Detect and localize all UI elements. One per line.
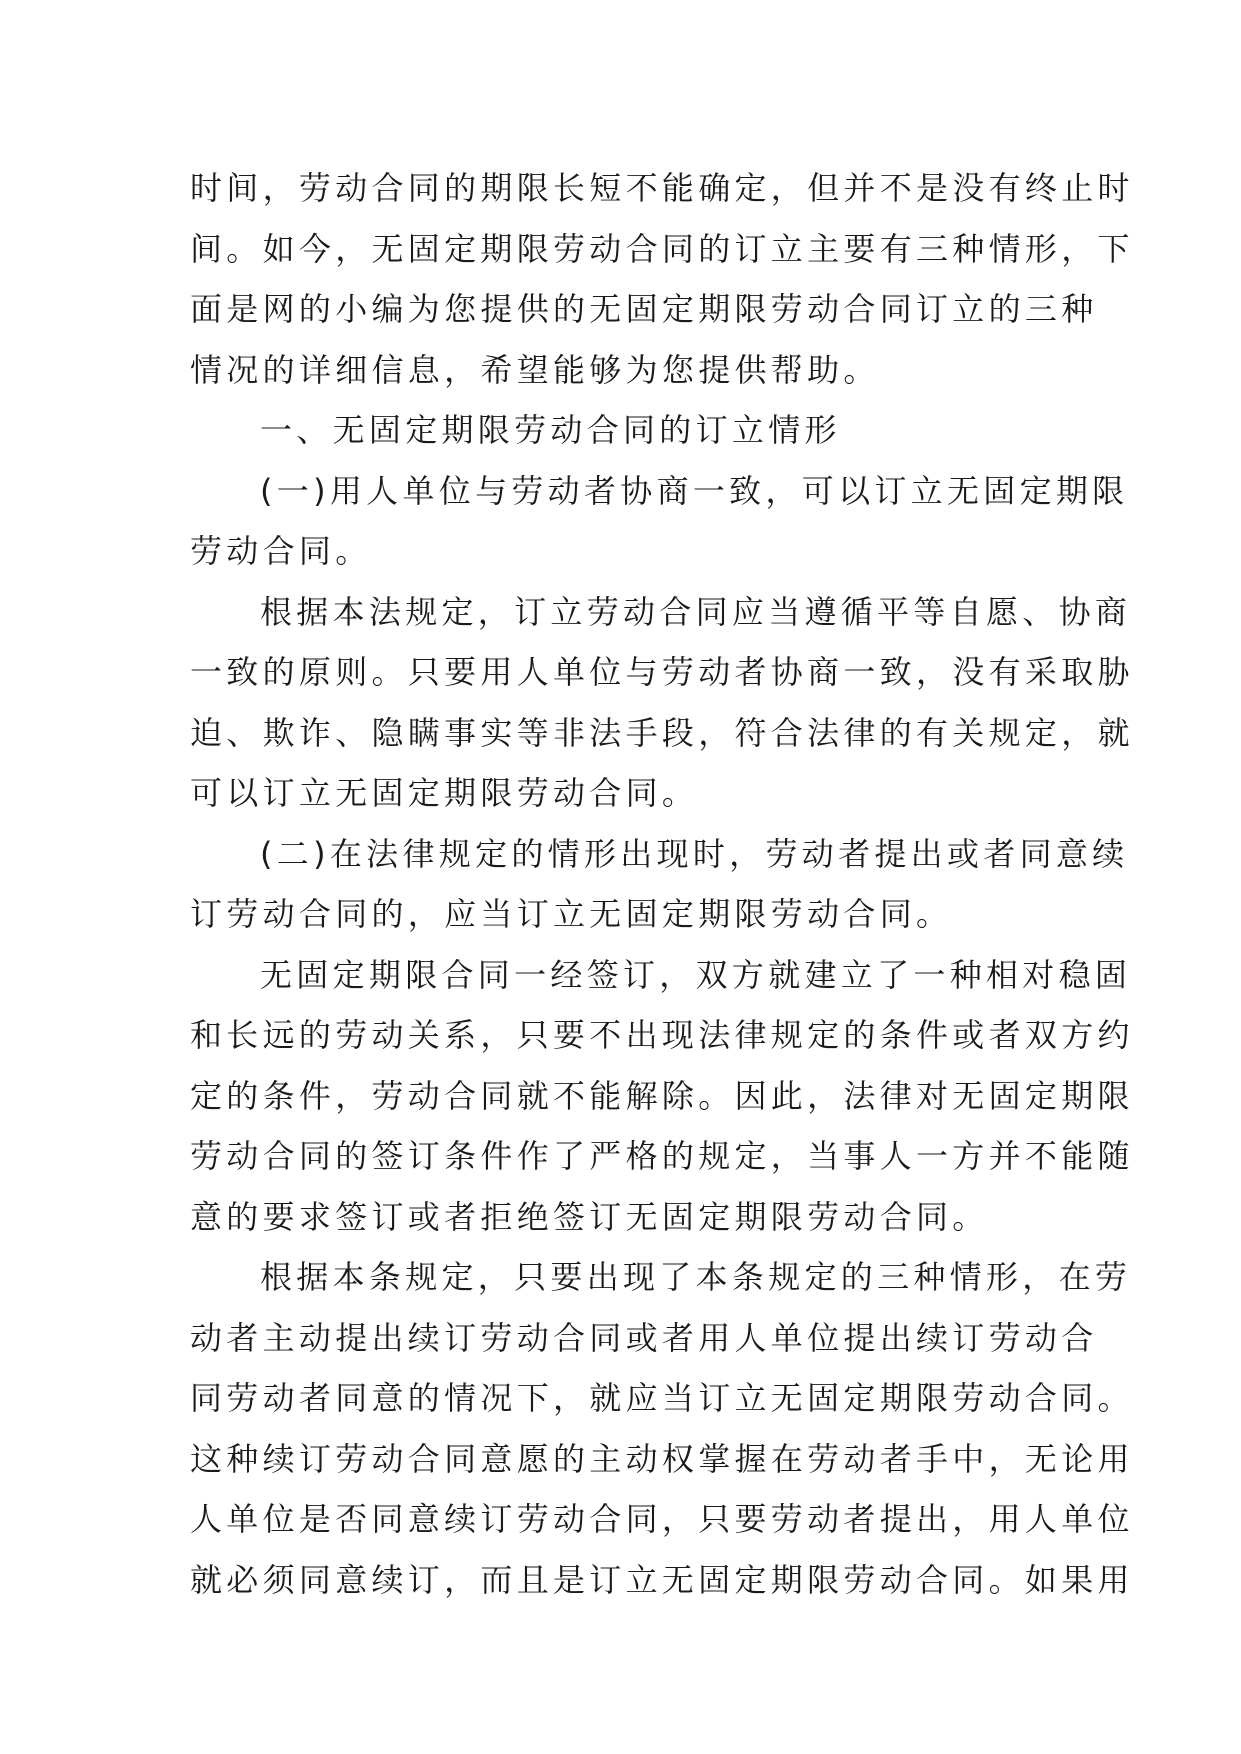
text-line: 意的要求签订或者拒绝签订无固定期限劳动合同。 [190, 1197, 989, 1236]
text-line: 面是网的小编为您提供的无固定期限劳动合同订立的三种 [190, 290, 1098, 328]
text-line: 劳动合同。 [190, 532, 372, 570]
text-line: 间。如今，无固定期限劳动合同的订立主要有三种情形，下 [190, 229, 1134, 268]
text-line: 定的条件，劳动合同就不能解除。因此，法律对无固定期限 [190, 1076, 1134, 1115]
text-line: 可以订立无固定期限劳动合同。 [190, 774, 699, 812]
text-line: 一致的原则。只要用人单位与劳动者协商一致，没有采取胁 [190, 653, 1134, 691]
text-line: 劳动合同的签订条件作了严格的规定，当事人一方并不能随 [190, 1137, 1134, 1175]
text-line: 同劳动者同意的情况下，就应当订立无固定期限劳动合同。 [190, 1379, 1134, 1417]
text-line: 动者主动提出续订劳动合同或者用人单位提出续订劳动合 [190, 1318, 1098, 1357]
text-line: 和长远的劳动关系，只要不出现法律规定的条件或者双方约 [190, 1016, 1134, 1054]
text-line: 根据本法规定，订立劳动合同应当遵循平等自愿、协商 [260, 592, 1132, 631]
body-text [190, 158, 1134, 1610]
text-line: 迫、欺诈、隐瞒事实等非法手段，符合法律的有关规定，就 [190, 713, 1134, 752]
text-line: 这种续订劳动合同意愿的主动权掌握在劳动者手中，无论用 [190, 1439, 1134, 1478]
text-line: (二)在法律规定的情形出现时，劳动者提出或者同意续 [260, 834, 1129, 873]
text-line: 无固定期限合同一经签订，双方就建立了一种相对稳固 [260, 955, 1132, 994]
text-line: 时间，劳动合同的期限长短不能确定，但并不是没有终止时 [190, 169, 1134, 207]
text-line: 人单位是否同意续订劳动合同，只要劳动者提出，用人单位 [190, 1500, 1134, 1538]
text-line: 根据本条规定，只要出现了本条规定的三种情形，在劳 [260, 1258, 1132, 1296]
text-line: 订劳动合同的，应当订立无固定期限劳动合同。 [190, 895, 953, 933]
text-line: (一)用人单位与劳动者协商一致，可以订立无固定期限 [260, 471, 1129, 510]
text-line: 一、无固定期限劳动合同的订立情形 [260, 411, 841, 449]
text-line: 就必须同意续订，而且是订立无固定期限劳动合同。如果用 [190, 1560, 1134, 1599]
text-line: 情况的详细信息，希望能够为您提供帮助。 [190, 350, 880, 389]
